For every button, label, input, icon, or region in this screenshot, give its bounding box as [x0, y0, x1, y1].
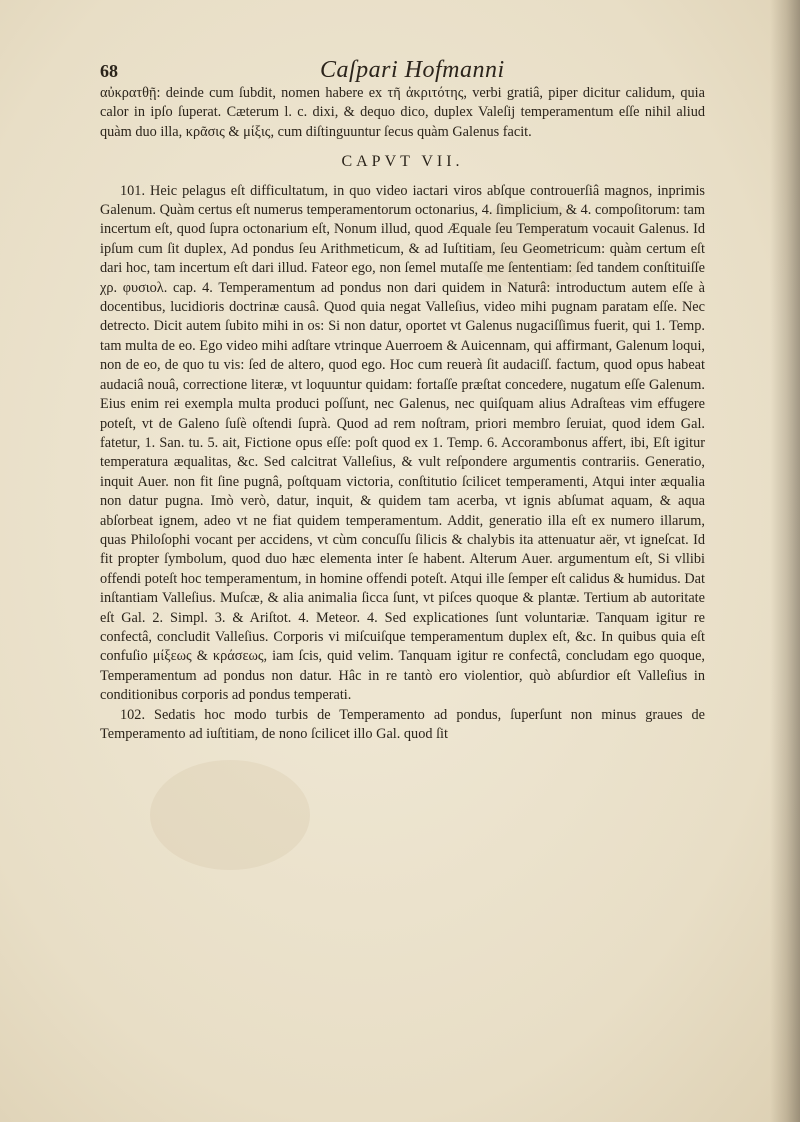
paragraph-102: 102. Sedatis hoc modo turbis de Temperamento ad pondus, ſuperſunt non minus graues de Temperamento ad iuſtitiam, de nono ſcilicet illo Gal. quod ſit — [100, 706, 705, 742]
running-title: Caſpari Hofmanni — [320, 57, 505, 83]
chapter-heading: CAPVT VII. — [341, 153, 464, 171]
paragraph-101: 101. Heic pelagus eſt difficultatum, in quo video iactari viros abſque controuerſiâ magnos, inprimis Galenum. Quàm certus eſt numerus temperamentorum octonarius, 4. ſimplicium, & 4. compoſitorum: tam incertum eſt, quod ſupra octonarium eſt, Nonum illud, quod Æquale ſeu Temperatum vocauit Galenus. Id ipſum cum ſit duplex, Ad pondus ſeu Arithmeticum, & ad Iuſtitiam, ſeu Geometricum: quàm certum eſt dari hoc, tam incertum eſt dari illud. Fateor ego, non ſemel mutaſſe me ſententiam: ſed tandem conſtituiſſe χρ. φυσιολ. cap. 4. Temperamentum ad pondus non dari quidem in Naturâ: introductum autem eſſe à docentibus, lucidioris doctrinæ causâ. Quod quia negat Valleſius, video mihi pugnam paratam eſſe. Nec detrecto. Dicit autem ſubito mihi in os: Si non datur, oportet vt Galenus nugaciſſimus fuerit, qui 1. Temp. tam multa de eo. Ego video mihi adſtare vtrinque Auerroem & Auicennam, qui affirmant, Galenum loqui, non de eo, de quo tu vis: ſed de altero, quod ego. Hoc cum reuerà ſit audaciſſ. factum, quod opus habeat audaciâ nouâ, correctione literæ, vt loquuntur quidam: fortaſſe præſtat concedere, nugatum eſſe Galenum. Eius enim rei exempla multa produci poſſunt, nec Galenus, nec quiſquam alius Adraſteas vim effugere poteſt, vt de Galeno ſuſè oſtendi ſuprà. Quod ad rem noſtram, priori membro ſeruiat, quod idem Gal. fatetur, 1. San. tu. 5. ait, Fictione opus eſſe: poſt quod ex 1. Temp. 6. Accorambonus affert, ibi, Eſt igitur temperatura æqualitas, &c. Sed calcitrat Valleſius, & vult reſpondere argumentis contrariis. Generatio, inquit Auer. non fit ſine pugnâ, poſtquam victoria, conſtitutio ſcilicet temperamenti, Atqui inter æqualia non datur pugna. Imò verò, datur, inquit, & quidem tam acerba, vt ignis abſumat aquam, & aqua abſorbeat ignem, adeo vt ne fiat quidem temperamentum. Addit, generatio illa eſt ex numero illarum, quas Philoſophi vocant per accidens, vt cùm concuſſu ſilicis & chalybis ita attenuatur aër, vt igneſcat. Id fit propter ſymbolum, quod duo hæc elementa inter ſe habent. Alterum Auer. argumentum eſt, Si vllibi offendi poteſt hoc temperamentum, in homine offendi poteſt. Atqui ille ſemper eſt calidus & humidus. Dat inſtantiam Valleſius. Muſcæ, & alia animalia ſicca ſunt, vt piſces quoque & plantæ. Tertium ab autoritate eſt Gal. 2. Simpl. 3. & Ariſtot. 4. Meteor. 4. Sed explicationes ſunt voluntariæ. Tanquam igitur re confectâ, concludit Valleſius. Corporis vi miſcuiſque temperamentum duplex eſt, &c. In quibus quia eſt confuſio μίξεως & κράσεως, iam ſcis, quid velim. Tanquam igitur re confectâ, concludam ego quoque, Temperamentum ad pondus non datur. Hâc in re tantò ero violentior, quò abſurdior eſt Valleſius in conditionibus corporis ad pondus temperati. — [100, 182, 705, 704]
main-text — [100, 84, 705, 744]
page-gutter-shadow — [770, 0, 800, 1122]
opening-paragraph: αὐκρατθῇ: deinde cum ſubdit, nomen habere ex τῆ ἀκριτότης, verbi gratiâ, piper dicitur calidum, quia calor in ipſo ſuperat. Cæterum l. c. dixi, & dequo dico, duplex Valeſij temperamentum eſſe nihil aliud quàm duo illa, κρᾶσις & μίξις, cum diſtinguuntur ſecus quàm Galenus facit. — [100, 85, 705, 140]
page-number: 68 — [100, 61, 118, 81]
paper-stain — [150, 760, 310, 870]
page-header — [100, 55, 700, 85]
